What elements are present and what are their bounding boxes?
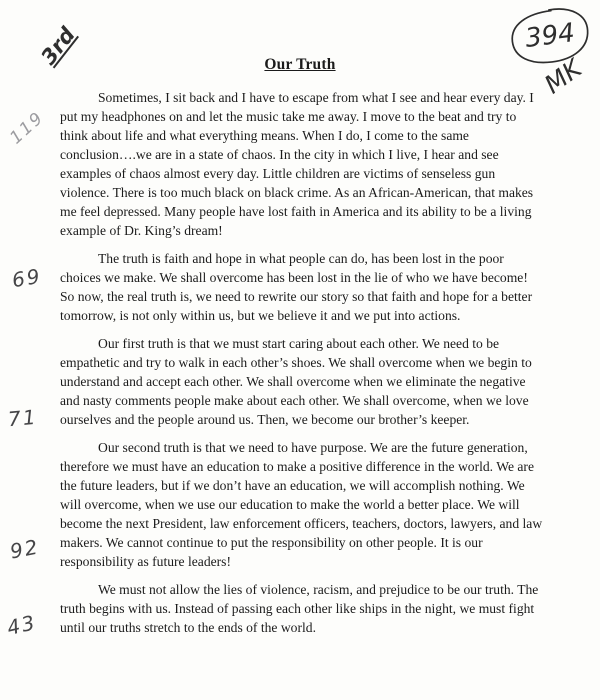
margin-number-annotation: 92 — [7, 534, 42, 564]
paragraph-1: Sometimes, I sit back and I have to escape from what I see and hear every day. I put my headphones on and let the music take me away. I move to the beat and try to think about life and what everything means. When I do, I come to the same conclusion….we are in a state of chaos. In the city in which I live, I hear and see examples of chaos almost every day. Little children are victims of senseless gun violence. There is too much black on black crime. As an African-American, that makes me feel depressed. Many people have lost faith in America and its ability to be a living example of Dr. King’s dream! — [60, 90, 534, 238]
margin-number-annotation: 71 — [7, 404, 39, 432]
page-number-text: 394 — [523, 18, 577, 54]
paragraph-2: The truth is faith and hope in what people can do, has been lost in the poor choices we make. We shall overcome has been lost in the lie of who we have become! So now, the real truth is, we need to rewrite our story so that faith and hope for a better tomorrow, is not only within us, but we believe it and we put into actions. — [60, 251, 533, 323]
essay-title: Our Truth — [264, 56, 336, 73]
essay-body — [60, 88, 544, 646]
handwritten-initials: MK — [539, 53, 587, 100]
margin-number-annotation: 119 — [6, 107, 49, 149]
paragraph-5: We must not allow the lies of violence, racism, and prejudice to be our truth. The truth begins with us. Instead of passing each other like ships in the night, we must fight until our truths stretch to the ends of the world. — [60, 582, 539, 635]
paragraph-4: Our second truth is that we need to have purpose. We are the future generation, therefore we must have an education to make a positive difference in the world. We are the future leaders, but if we don’t have an education, we will accomplish nothing. We will overcome, when we use our education to make the world a better place. We will become the next President, law enforcement officers, teachers, doctors, lawyers, and law makers. We cannot continue to put the responsibility on other people. It is our responsibility as future leaders! — [60, 440, 543, 569]
handwritten-corner-note: 3rd — [36, 22, 80, 70]
margin-number-annotation: 43 — [4, 609, 39, 641]
paragraph-3: Our first truth is that we must start caring about each other. We need to be empathetic and try to walk in each other’s shoes. We shall overcome when we begin to understand and accept each other. We shall overcome when we eliminate the negative and nasty comments people make about each other. We shall overcome, when we love ourselves and the people around us. Then, we become our brother’s keeper. — [60, 336, 532, 427]
margin-number-annotation: 69 — [10, 263, 44, 293]
